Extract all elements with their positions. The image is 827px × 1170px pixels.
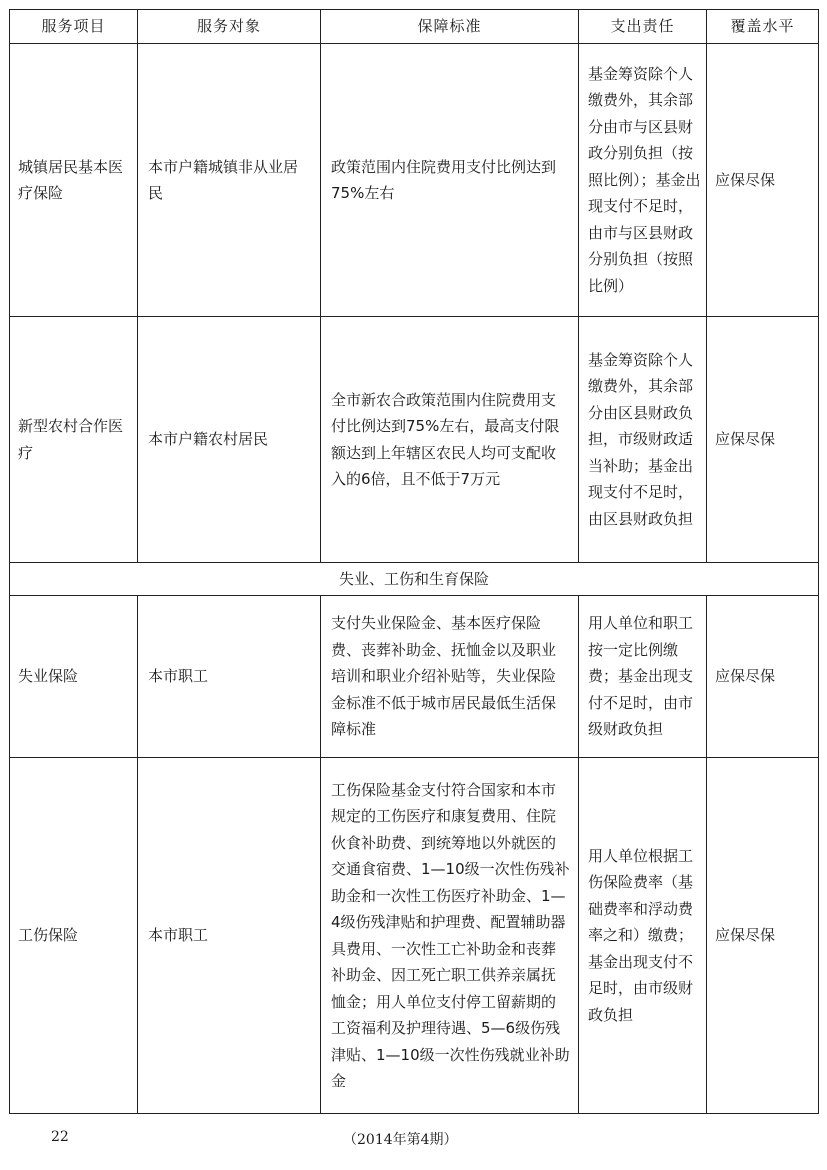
section-title: 失业、工伤和生育保险 [10,563,819,596]
section-row [10,563,819,596]
cell-standard: 工伤保险基金支付符合国家和本市规定的工伤医疗和康复费用、住院伙食补助费、到统筹地以外就医的交通食宿费、1—10级一次性伤残补助金和一次性工伤医疗补助金、1—4级伤残津贴和护理费、配置辅助器具费用、一次性工亡补助金和丧葬补助金、因工死亡职工供养亲属抚恤金；用人单位支付停工留薪期的工资福利及护理待遇、5—6级伤残津贴、1—10级一次性伤残就业补助金 [321,758,579,1114]
cell-coverage: 应保尽保 [707,596,819,758]
table-row [10,44,819,317]
header-responsibility: 支出责任 [579,10,707,44]
table-row [10,758,819,1114]
header-service-item: 服务项目 [10,10,138,44]
table-header-row [10,10,819,44]
cell-item: 工伤保险 [10,758,138,1114]
cell-item: 失业保险 [10,596,138,758]
table-row [10,596,819,758]
header-service-target: 服务对象 [138,10,321,44]
cell-coverage: 应保尽保 [707,317,819,563]
table-row [10,317,819,563]
cell-responsibility: 用人单位和职工按一定比例缴费；基金出现支付不足时，由市级财政负担 [579,596,707,758]
cell-item: 城镇居民基本医疗保险 [10,44,138,317]
cell-target: 本市职工 [138,758,321,1114]
header-coverage: 覆盖水平 [707,10,819,44]
cell-responsibility: 基金筹资除个人缴费外，其余部分由市与区县财政分别负担（按照比例）；基金出现支付不足时，由市与区县财政分别负担（按照比例） [579,44,707,317]
cell-responsibility: 用人单位根据工伤保险费率（基础费率和浮动费率之和）缴费；基金出现支付不足时，由市级财政负担 [579,758,707,1114]
issue-label: （2014年第4期） [343,1132,458,1148]
page-number: 22 [51,1129,69,1145]
service-standards-table [9,9,819,1114]
header-standard: 保障标准 [321,10,579,44]
cell-target: 本市户籍城镇非从业居民 [138,44,321,317]
cell-standard: 支付失业保险金、基本医疗保险费、丧葬补助金、抚恤金以及职业培训和职业介绍补贴等，失业保险金标准不低于城市居民最低生活保障标准 [321,596,579,758]
cell-responsibility: 基金筹资除个人缴费外，其余部分由区县财政负担，市级财政适当补助；基金出现支付不足时，由区县财政负担 [579,317,707,563]
cell-coverage: 应保尽保 [707,758,819,1114]
cell-standard: 全市新农合政策范围内住院费用支付比例达到75%左右，最高支付限额达到上年辖区农民人均可支配收入的6倍，且不低于7万元 [321,317,579,563]
cell-coverage: 应保尽保 [707,44,819,317]
cell-target: 本市户籍农村居民 [138,317,321,563]
cell-item: 新型农村合作医疗 [10,317,138,563]
cell-standard: 政策范围内住院费用支付比例达到75%左右 [321,44,579,317]
cell-target: 本市职工 [138,596,321,758]
